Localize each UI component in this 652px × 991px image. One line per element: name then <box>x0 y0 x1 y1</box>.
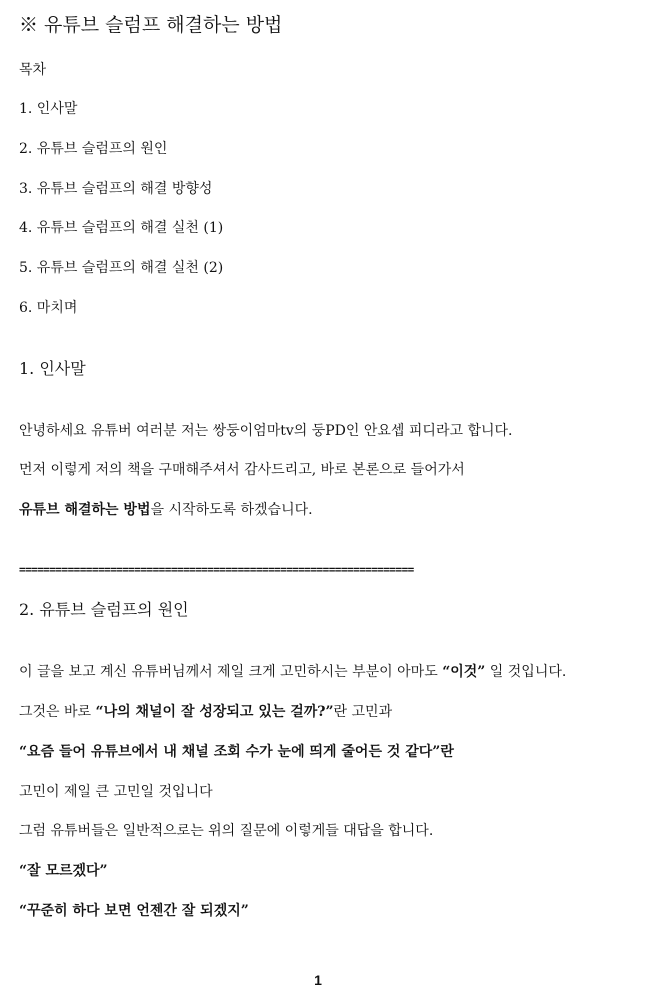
document-title: ※ 유튜브 슬럼프 해결하는 방법 <box>19 14 283 36</box>
paragraph <box>19 501 313 519</box>
emphasis-text: 유튜브 해결하는 방법 <box>19 502 151 518</box>
toc-item: 1. 인사말 <box>19 101 78 117</box>
paragraph <box>19 703 392 721</box>
toc-item: 6. 마치며 <box>19 300 78 316</box>
page-number: 1 <box>314 972 322 988</box>
toc-heading: 목차 <box>19 62 47 78</box>
emphasis-text: “요즘 들어 유튜브에서 내 채널 조회 수가 눈에 띄게 줄어든 것 같다” <box>19 744 441 760</box>
paragraph-text: 이 글을 보고 계신 유튜버님께서 제일 크게 고민하시는 부분이 아마도 <box>19 664 443 680</box>
toc-item: 3. 유튜브 슬럼프의 해결 방향성 <box>19 181 213 197</box>
paragraph-text: 일 것입니다. <box>485 664 567 680</box>
divider-line: ================================================================= <box>19 563 414 576</box>
paragraph: 안녕하세요 유튜버 여러분 저는 쌍둥이엄마tv의 둥PD인 안요셉 피디라고 합니다. <box>19 423 513 439</box>
paragraph: 그럼 유튜버들은 일반적으로는 위의 질문에 이렇게들 대답을 합니다. <box>19 823 434 839</box>
paragraph-text: 을 시작하도록 하겠습니다. <box>150 502 313 518</box>
paragraph <box>19 663 566 681</box>
emphasis-text: “나의 채널이 잘 성장되고 있는 걸까?” <box>95 704 334 720</box>
toc-item: 2. 유튜브 슬럼프의 원인 <box>19 141 168 157</box>
paragraph <box>19 743 454 761</box>
paragraph-text: 란 <box>440 744 454 760</box>
section-heading-causes: 2. 유튜브 슬럼프의 원인 <box>19 600 189 619</box>
quote-answer: “꾸준히 하다 보면 언젠간 잘 되겠지” <box>19 903 249 919</box>
paragraph: 고민이 제일 큰 고민일 것입니다 <box>19 784 213 800</box>
toc-item: 4. 유튜브 슬럼프의 해결 실천 (1) <box>19 220 224 236</box>
paragraph-text: 그것은 바로 <box>19 704 96 720</box>
emphasis-text: “이것” <box>442 664 486 680</box>
section-heading-greeting: 1. 인사말 <box>19 359 86 378</box>
quote-answer: “잘 모르겠다” <box>19 863 108 879</box>
toc-item: 5. 유튜브 슬럼프의 해결 실천 (2) <box>19 260 224 276</box>
paragraph-text: 란 고민과 <box>333 704 393 720</box>
paragraph: 먼저 이렇게 저의 책을 구매해주셔서 감사드리고, 바로 본론으로 들어가서 <box>19 462 465 478</box>
